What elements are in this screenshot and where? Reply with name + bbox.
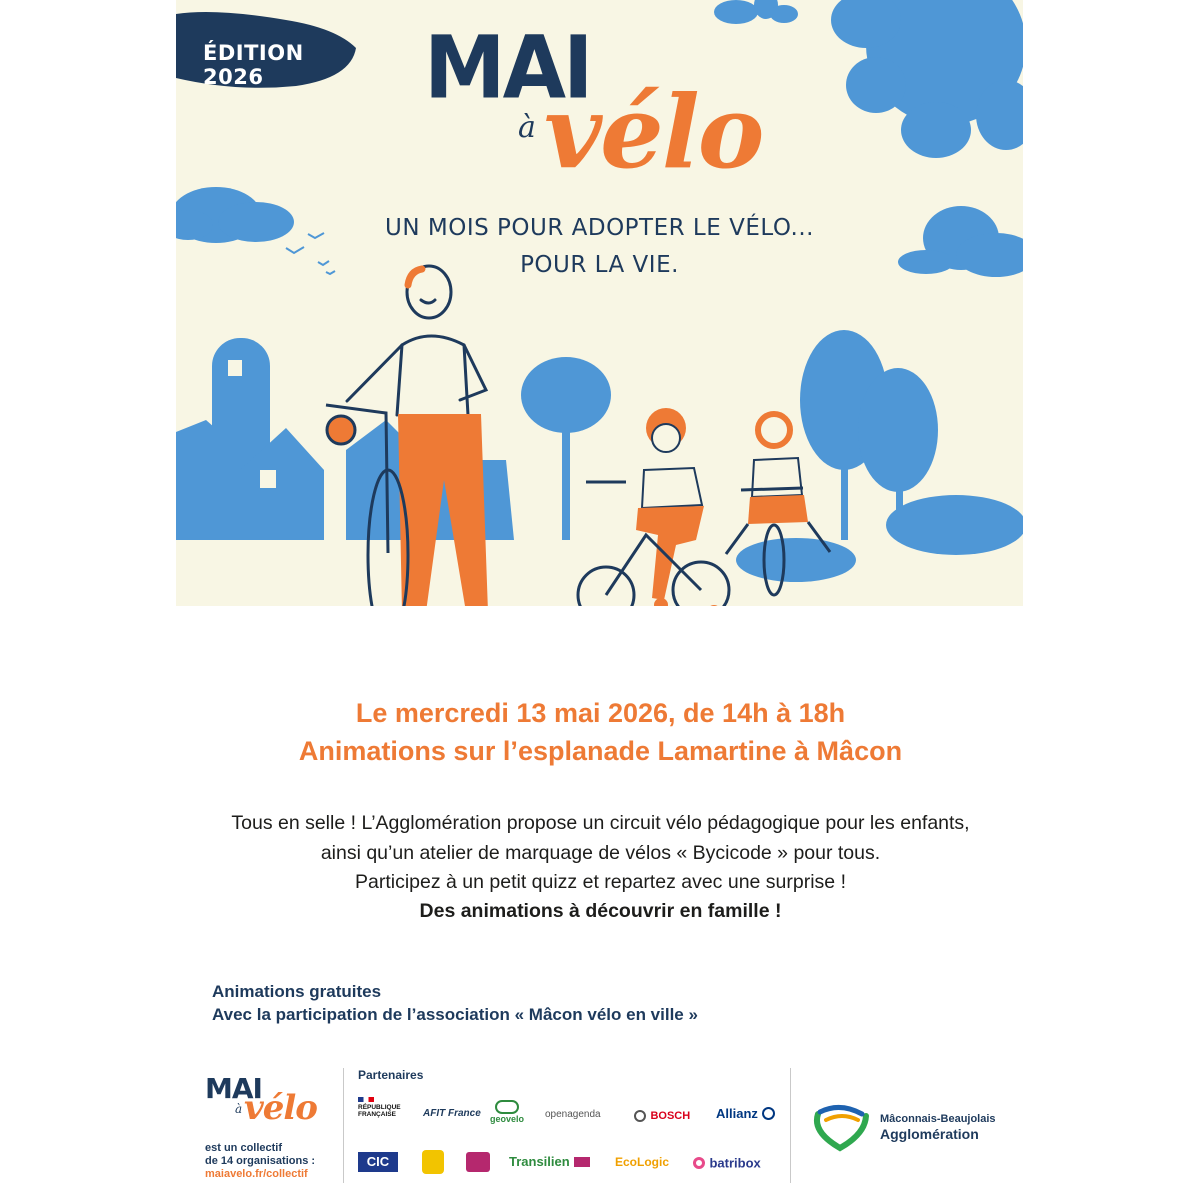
footer-logo-a: à	[235, 1102, 243, 1116]
agglo-line2: Agglomération	[880, 1126, 979, 1142]
tagline-line2: POUR LA VIE.	[520, 252, 679, 278]
tree-center	[521, 357, 611, 540]
bosch-logo: BOSCH	[634, 1107, 690, 1125]
geovelo-logo: geovelo	[490, 1100, 524, 1124]
allianz-emblem-icon	[762, 1107, 775, 1120]
title-mai: MAI	[424, 18, 591, 119]
batribox-logo: batribox	[693, 1154, 761, 1172]
description-line3: Participez à un petit quizz et repartez avec une surprise !	[354, 871, 846, 893]
footer-logo-mai: MAI	[205, 1072, 262, 1105]
afit-logo: AFIT France	[423, 1108, 481, 1119]
allianz-logo: Allianz	[716, 1105, 775, 1123]
footer-logo-velo: vélo	[244, 1088, 317, 1128]
tricolor-icon	[358, 1097, 374, 1102]
partners-heading: Partenaires	[358, 1068, 424, 1082]
bike-icon	[495, 1100, 519, 1114]
note-free: Animations gratuites	[212, 982, 382, 1001]
footer-divider-right	[790, 1068, 791, 1183]
cic-logo: CIC	[358, 1152, 398, 1172]
girl-figure	[636, 408, 704, 600]
transilien-logo: Transilien	[509, 1153, 590, 1171]
description-line1: Tous en selle ! L’Agglomération propose un circuit vélo pédagogique pour les enfants,	[231, 812, 970, 834]
description-line4: Des animations à découvrir en famille !	[419, 900, 782, 922]
event-place: Animations sur l’esplanade Lamartine à Mâcon	[298, 736, 903, 766]
marianne-logo: RÉPUBLIQUE FRANÇAISE	[358, 1097, 408, 1118]
sun-shape	[831, 0, 1023, 158]
agglo-line1: Mâconnais-Beaujolais	[880, 1113, 996, 1125]
title-velo: vélo	[544, 73, 763, 191]
description-line2: ainsi qu’un atelier de marquage de vélos « Bycicode » pour tous.	[320, 842, 881, 864]
tagline-line1: UN MOIS POUR ADOPTER LE VÉLO...	[385, 215, 814, 241]
collective-link[interactable]: maiavelo.fr/collectif	[205, 1168, 308, 1180]
training-wheels	[654, 598, 721, 606]
footer-divider-left	[343, 1068, 344, 1183]
bosch-ring-icon	[634, 1110, 646, 1122]
batribox-icon	[693, 1157, 705, 1169]
flower-shape	[714, 0, 798, 24]
sncf-logo	[466, 1152, 490, 1172]
edition-label: ÉDITION 2026	[203, 41, 304, 89]
event-date: Le mercredi 13 mai 2026, de 14h à 18h	[355, 698, 846, 728]
sncf-mini-icon	[574, 1157, 590, 1167]
note-participation: Avec la participation de l’association « Mâcon vélo en ville »	[212, 1005, 698, 1024]
edition-badge	[176, 8, 360, 92]
tree-right	[736, 330, 1023, 582]
tdf-logo	[422, 1150, 444, 1174]
ecologic-logo: EcoLogic	[615, 1155, 670, 1169]
agglo-heart-icon	[810, 1102, 872, 1152]
openagenda-logo: openagenda	[545, 1109, 601, 1120]
father-figure	[347, 266, 486, 415]
hero-illustration	[176, 0, 1023, 606]
collective-line1: est un collectif	[205, 1142, 283, 1154]
title-a: à	[518, 110, 536, 145]
collective-line2: de 14 organisations :	[205, 1155, 316, 1167]
